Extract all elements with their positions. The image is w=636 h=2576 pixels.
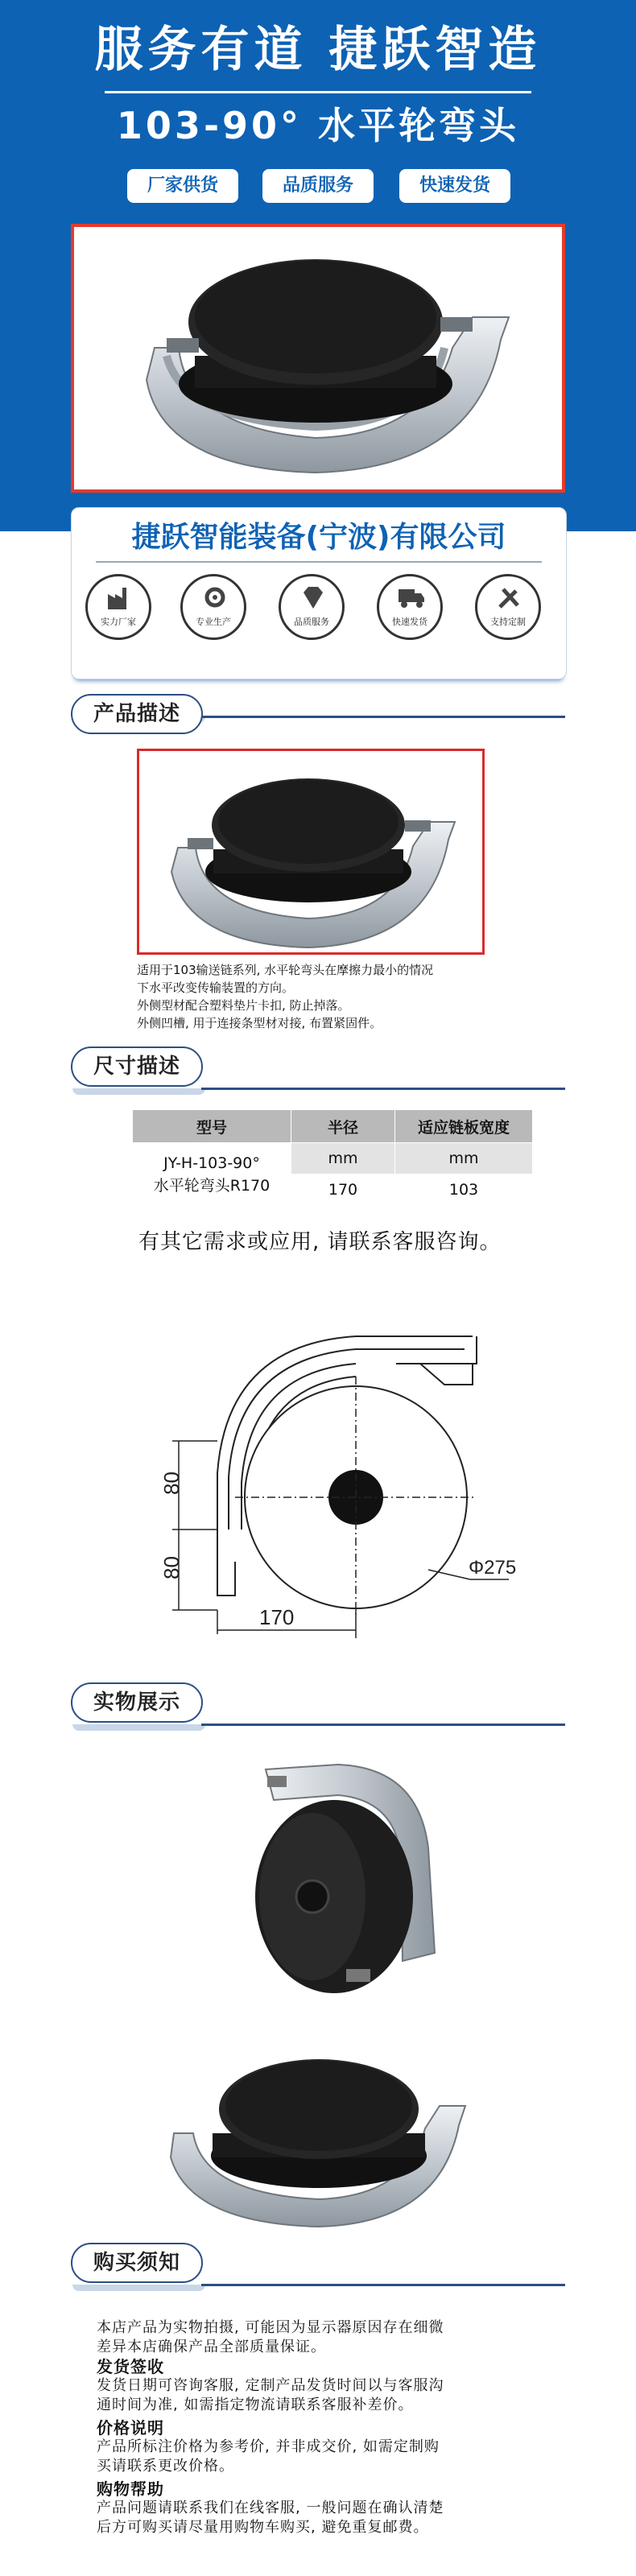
dimension-label-80-upper: 80 [159,1472,184,1495]
section-shadow [72,2285,205,2291]
curve-product-illustration [74,227,562,489]
section-heading-dimensions [71,1046,203,1087]
header-model: 型号 [133,1110,291,1143]
section-rule [201,1724,565,1726]
table-header-row [133,1110,533,1143]
company-name: 捷跃智能装备(宁波)有限公司 [131,521,506,554]
product-photo-side [217,1760,475,2009]
feature-factory [80,574,157,640]
slogan-divider [105,91,531,93]
spec-table [132,1109,533,1206]
factory-icon [105,583,134,612]
purchase-section-line: 发货日期可咨询客服, 定制产品发货时间以与客服沟 [97,2377,444,2394]
tag-quality-service: 品质服务 [262,169,374,203]
hero-product-image [71,224,565,493]
purchase-section-line: 买请联系更改价格。 [97,2458,234,2475]
tag-factory-supply: 厂家供货 [127,169,238,203]
company-card [71,507,567,679]
section-heading-text: 尺寸描述 [93,1055,180,1079]
description-line: 外侧凹槽, 用于连接条型材对接, 布置紧固件。 [137,1016,382,1030]
tools-icon [495,583,524,612]
section-rule [201,716,565,718]
cell-radius-unit: mm [291,1143,395,1174]
truck-icon [397,583,426,612]
feature-label: 快速发货 [392,617,427,627]
cell-width-unit: mm [395,1143,533,1174]
description-line: 适用于103输送链系列, 水平轮弯头在摩擦力最小的情况 [137,963,434,977]
purchase-intro-line: 本店产品为实物拍摄, 可能因为显示器原因存在细微 [97,2319,444,2336]
description-line: 下水平改变传输装置的方向。 [137,980,295,995]
company-divider [96,561,542,563]
dimension-label-80-lower: 80 [159,1556,184,1579]
section-heading-purchase [71,2243,203,2283]
gear-icon [200,583,229,612]
feature-quality [273,574,350,640]
feature-shipping [371,574,448,640]
feature-label: 实力厂家 [101,617,136,627]
section-heading-description [71,694,203,734]
dimension-label-diameter: Φ275 [469,1557,517,1579]
section-heading-showcase [71,1682,203,1723]
feature-production [175,574,252,640]
feature-label: 品质服务 [294,617,329,627]
purchase-section-title: 购物帮助 [97,2479,164,2499]
feature-label: 专业生产 [196,617,231,627]
section-shadow [72,1724,205,1731]
section-rule [201,1088,565,1090]
description-product-image [137,749,485,955]
contact-note: 有其它需求或应用, 请联系客服咨询。 [138,1230,502,1254]
section-heading-text: 产品描述 [93,702,180,726]
cell-model: JY-H-103-90° 水平轮弯头R170 [133,1143,291,1206]
purchase-section-title: 发货签收 [97,2357,164,2376]
section-heading-text: 实物展示 [93,1690,180,1715]
product-title: 103-90° 水平轮弯头 [116,104,520,147]
header-radius: 半径 [291,1110,395,1143]
purchase-intro-line: 差异本店确保产品全部质量保证。 [97,2339,326,2355]
section-heading-text: 购买须知 [93,2251,180,2275]
slogan: 服务有道 捷跃智造 [94,22,542,78]
feature-custom [469,574,547,640]
purchase-section-title: 价格说明 [97,2418,164,2438]
dimension-label-170: 170 [259,1605,295,1629]
purchase-section-line: 产品问题请联系我们在线客服, 一般问题在确认清楚 [97,2500,444,2516]
purchase-section-line: 通时间为准, 如需指定物流请联系客服补差价。 [97,2396,414,2413]
diamond-icon [299,583,328,612]
purchase-section-line: 产品所标注价格为参考价, 并非成交价, 如需定制购 [97,2438,440,2455]
feature-label: 支持定制 [490,617,526,627]
header-chain-width: 适应链板宽度 [395,1110,533,1143]
product-photo-top [166,2045,472,2230]
technical-drawing [155,1296,533,1642]
cell-radius-value: 170 [291,1174,395,1206]
tag-fast-shipping: 快速发货 [399,169,510,203]
section-rule [201,2284,565,2286]
table-row [133,1143,533,1174]
description-line: 外侧型材配合塑料垫片卡扣, 防止掉落。 [137,998,350,1013]
cell-width-value: 103 [395,1174,533,1206]
curve-product-illustration [139,751,482,952]
purchase-section-line: 后方可购买请尽量用购物车购买, 避免重复邮费。 [97,2519,429,2536]
section-shadow [72,1088,205,1095]
